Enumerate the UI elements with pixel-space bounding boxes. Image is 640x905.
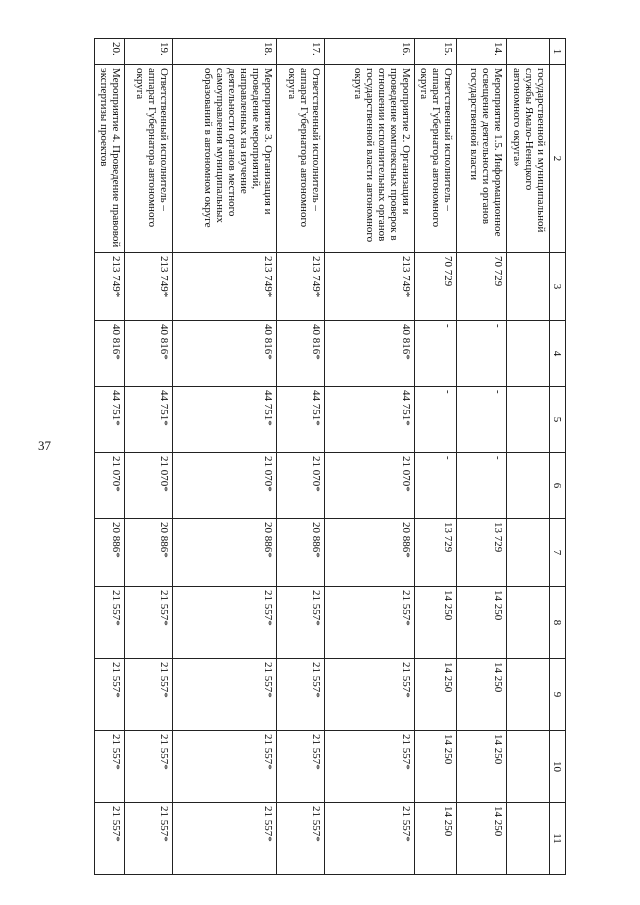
cell-value: 213 749* — [173, 253, 277, 321]
cell-value — [507, 803, 550, 875]
row-number: 19. — [125, 39, 173, 65]
cell-value: 40 816* — [325, 321, 415, 387]
cell-value: 14 250 — [414, 731, 457, 803]
cell-value: 21 557* — [125, 587, 173, 659]
cell-value: 14 250 — [457, 731, 507, 803]
cell-value: 20 886* — [173, 519, 277, 587]
cell-value: 21 070* — [325, 453, 415, 519]
cell-value — [507, 321, 550, 387]
cell-value: 21 557* — [277, 803, 325, 875]
column-header: 7 — [550, 519, 566, 587]
cell-value: 213 749* — [325, 253, 415, 321]
cell-value — [507, 519, 550, 587]
column-header: 8 — [550, 587, 566, 659]
cell-value: 40 816* — [277, 321, 325, 387]
cell-value: 21 557* — [277, 731, 325, 803]
column-header: 3 — [550, 253, 566, 321]
table-row — [325, 39, 415, 875]
row-number — [507, 39, 550, 65]
column-header: 6 — [550, 453, 566, 519]
cell-value — [507, 253, 550, 321]
row-name: Мероприятие 2. Организация и проведение комплексных проверок в отношении исполнительных органов государственной власти автономного округа — [325, 65, 415, 253]
cell-value: 21 557* — [173, 659, 277, 731]
cell-value: 20 886* — [325, 519, 415, 587]
cell-value: 21 070* — [125, 453, 173, 519]
cell-value: 21 557* — [95, 587, 125, 659]
cell-value: 21 557* — [173, 587, 277, 659]
cell-value: 21 557* — [277, 587, 325, 659]
cell-value: 44 751* — [277, 387, 325, 453]
row-number: 17. — [277, 39, 325, 65]
cell-value: 213 749* — [277, 253, 325, 321]
budget-table — [94, 38, 566, 875]
column-header: 4 — [550, 321, 566, 387]
row-name: Мероприятие 3. Организация и проведение мероприятий, направленных на изучение деятельности органов местного самоуправления муниципальных образований в автономном округе — [173, 65, 277, 253]
cell-value: 213 749* — [95, 253, 125, 321]
cell-value: - — [457, 453, 507, 519]
table-row — [414, 39, 457, 875]
cell-value: 40 816* — [173, 321, 277, 387]
cell-value: 14 250 — [457, 659, 507, 731]
cell-value: 21 070* — [95, 453, 125, 519]
cell-value: 213 749* — [125, 253, 173, 321]
cell-value: 21 557* — [95, 731, 125, 803]
cell-value — [507, 731, 550, 803]
cell-value: 21 070* — [173, 453, 277, 519]
cell-value: 21 070* — [277, 453, 325, 519]
cell-value: - — [457, 387, 507, 453]
cell-value: 14 250 — [414, 659, 457, 731]
cell-value — [507, 587, 550, 659]
table-row — [277, 39, 325, 875]
cell-value — [507, 453, 550, 519]
row-name: Мероприятие 4. Проведение правовой экспертизы проектов — [95, 65, 125, 253]
budget-table-container — [94, 38, 566, 874]
row-name: Ответственный исполнитель – аппарат Губернатора автономного округа — [277, 65, 325, 253]
table-row — [173, 39, 277, 875]
row-number: 20. — [95, 39, 125, 65]
row-number: 15. — [414, 39, 457, 65]
page-number: 37 — [38, 438, 51, 453]
cell-value — [507, 659, 550, 731]
cell-value: 21 557* — [173, 803, 277, 875]
table-row — [507, 39, 550, 875]
cell-value: 20 886* — [125, 519, 173, 587]
cell-value: 40 816* — [95, 321, 125, 387]
table-row — [457, 39, 507, 875]
column-header: 10 — [550, 731, 566, 803]
header-row — [550, 39, 566, 875]
cell-value: - — [457, 321, 507, 387]
cell-value: 21 557* — [173, 731, 277, 803]
cell-value: 14 250 — [457, 803, 507, 875]
cell-value: 14 250 — [457, 587, 507, 659]
column-header: 1 — [550, 39, 566, 65]
cell-value: 14 250 — [414, 803, 457, 875]
row-name: государственной и муниципальной службы Ямало-Ненецкого автономного округа» — [507, 65, 550, 253]
cell-value: 44 751* — [325, 387, 415, 453]
cell-value: 21 557* — [125, 731, 173, 803]
cell-value: - — [414, 387, 457, 453]
column-header: 5 — [550, 387, 566, 453]
cell-value: 21 557* — [325, 803, 415, 875]
cell-value: 13 729 — [457, 519, 507, 587]
row-number: 18. — [173, 39, 277, 65]
cell-value: 21 557* — [125, 803, 173, 875]
cell-value: 44 751* — [125, 387, 173, 453]
cell-value: 40 816* — [125, 321, 173, 387]
row-number: 14. — [457, 39, 507, 65]
cell-value: - — [414, 453, 457, 519]
cell-value: 21 557* — [325, 587, 415, 659]
cell-value: 21 557* — [325, 659, 415, 731]
cell-value: 44 751* — [95, 387, 125, 453]
row-name: Ответственный исполнитель – аппарат Губернатора автономного округа — [125, 65, 173, 253]
column-header: 2 — [550, 65, 566, 253]
row-name: Мероприятие 1.5. Информационное освещение деятельности органов государственной власти — [457, 65, 507, 253]
cell-value: 21 557* — [125, 659, 173, 731]
column-header: 9 — [550, 659, 566, 731]
cell-value: 21 557* — [95, 659, 125, 731]
cell-value: 70 729 — [414, 253, 457, 321]
cell-value: 21 557* — [325, 731, 415, 803]
cell-value: 21 557* — [277, 659, 325, 731]
cell-value: - — [414, 321, 457, 387]
cell-value: 13 729 — [414, 519, 457, 587]
cell-value: 21 557* — [95, 803, 125, 875]
cell-value: 14 250 — [414, 587, 457, 659]
row-number: 16. — [325, 39, 415, 65]
cell-value: 20 886* — [95, 519, 125, 587]
cell-value: 44 751* — [173, 387, 277, 453]
cell-value: 20 886* — [277, 519, 325, 587]
column-header: 11 — [550, 803, 566, 875]
table-row — [125, 39, 173, 875]
table-row — [95, 39, 125, 875]
row-name: Ответственный исполнитель – аппарат Губернатора автономного округа — [414, 65, 457, 253]
cell-value: 70 729 — [457, 253, 507, 321]
cell-value — [507, 387, 550, 453]
